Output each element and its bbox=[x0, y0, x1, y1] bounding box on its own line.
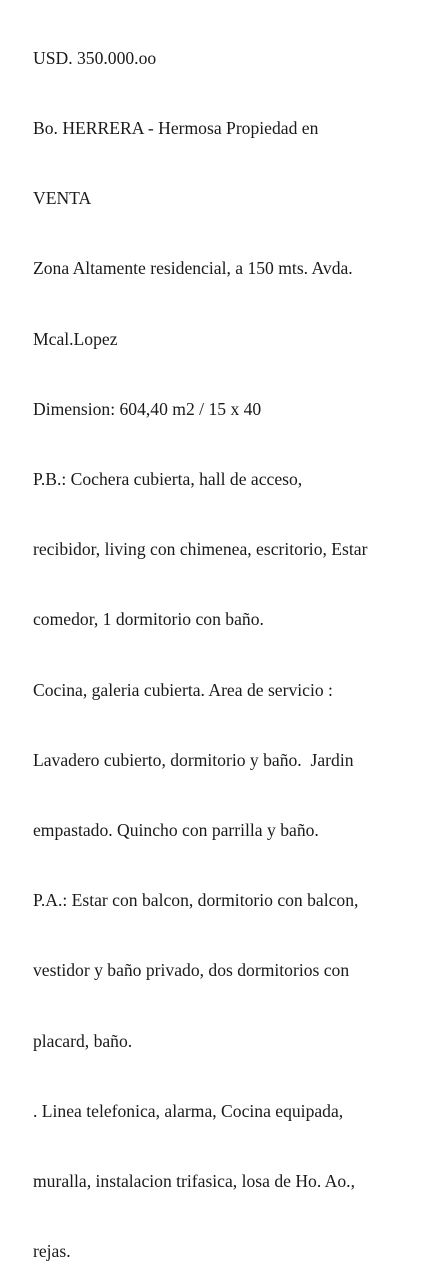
listing-kitchen-line-1: Cocina, galeria cubierta. Area de servicio : bbox=[33, 679, 333, 700]
listing-upper-floor-line-1: P.A.: Estar con balcon, dormitorio con balcon, bbox=[33, 890, 359, 911]
listing-kitchen-line-2: Lavadero cubierto, dormitorio y baño. Jardin bbox=[33, 749, 354, 770]
listing-ground-floor-line-3: comedor, 1 dormitorio con baño. bbox=[33, 609, 264, 630]
listing-extras-line-2: muralla, instalacion trifasica, losa de Ho. Ao., bbox=[33, 1171, 355, 1192]
listing-kitchen-line-3: empastado. Quincho con parrilla y baño. bbox=[33, 820, 319, 841]
listing-ground-floor-line-2: recibidor, living con chimenea, escritorio, Estar bbox=[33, 539, 368, 560]
listing-title-line-2: VENTA bbox=[33, 188, 92, 209]
listing-upper-floor-line-3: placard, baño. bbox=[33, 1030, 133, 1051]
listing-upper-floor-line-2: vestidor y baño privado, dos dormitorios con bbox=[33, 960, 350, 981]
listing-extras-line-3: rejas. bbox=[33, 1241, 71, 1262]
listing-price: USD. 350.000.oo bbox=[33, 47, 157, 68]
listing-ground-floor-line-1: P.B.: Cochera cubierta, hall de acceso, bbox=[33, 469, 303, 490]
property-listing-text bbox=[33, 0, 418, 1287]
listing-dimension: Dimension: 604,40 m2 / 15 x 40 bbox=[33, 398, 262, 419]
listing-zone-line-1: Zona Altamente residencial, a 150 mts. Avda. bbox=[33, 258, 353, 279]
listing-zone-line-2: Mcal.Lopez bbox=[33, 328, 118, 349]
listing-extras-line-1: . Linea telefonica, alarma, Cocina equipada, bbox=[33, 1100, 344, 1121]
listing-title-line-1: Bo. HERRERA - Hermosa Propiedad en bbox=[33, 118, 319, 139]
